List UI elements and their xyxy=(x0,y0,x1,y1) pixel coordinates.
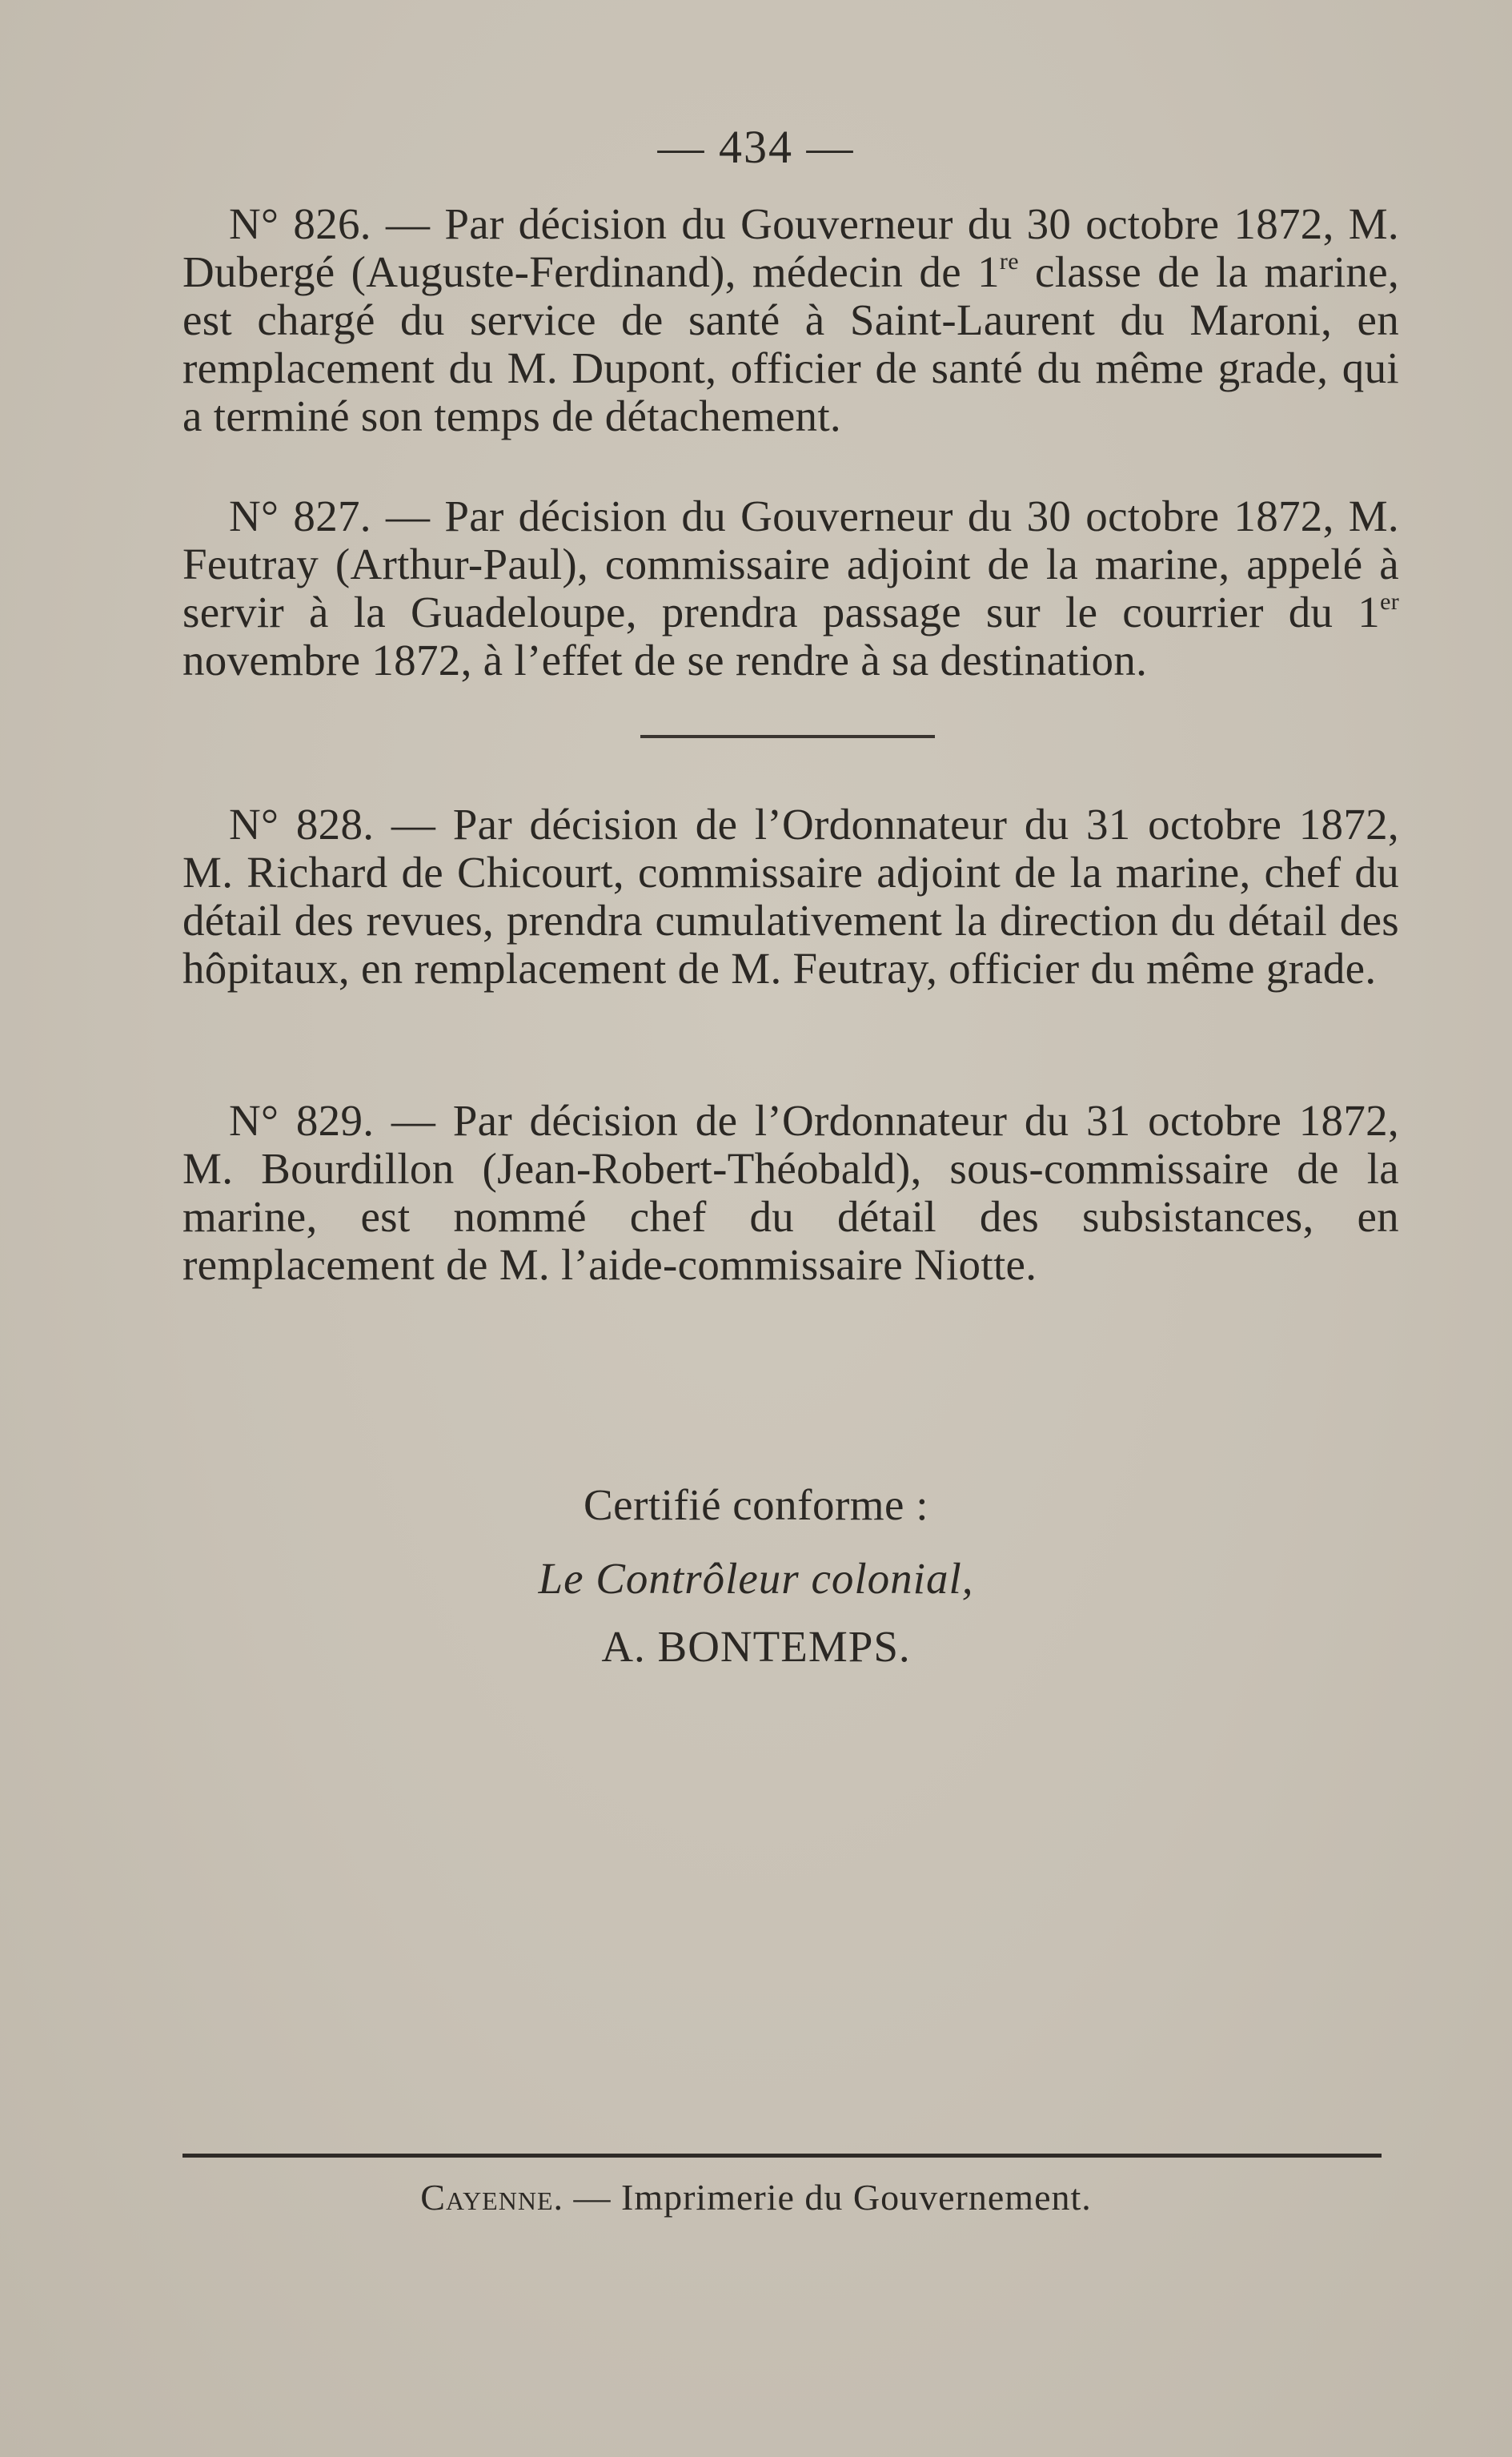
printer-imprint xyxy=(0,2176,1512,2218)
certification-title: Le Contrôleur colonial, xyxy=(538,1554,974,1603)
imprint-printer: — Imprimerie du Gouvernement. xyxy=(563,2177,1092,2218)
entry-text-continued: classe de la marine, est chargé du service de santé à Saint-Laurent du Maroni, en remplacement du M. Dupont, officier de santé du même grade, qui a terminé son temps de détachement. xyxy=(182,247,1399,440)
entry-text: — Par décision de l’Ordonnateur du 31 octobre 1872, M. Richard de Chicourt, commissaire adjoint de la marine, chef du détail des revues, prendra cumulativement la direction du détail des hôpitaux, en remplacement de M. Feutray, officier du même grade. xyxy=(182,800,1399,993)
entry-number: N° 827. xyxy=(229,492,371,540)
entry-text: — Par décision du Gouverneur du 30 octobre 1872, M. Dubergé (Auguste-Ferdinand), médecin de 1 xyxy=(182,199,1399,296)
entry-text-continued: novembre 1872, à l’effet de se rendre à sa destination. xyxy=(182,636,1148,685)
entry-number: N° 828. xyxy=(229,800,375,849)
entry-text: — Par décision de l’Ordonnateur du 31 octobre 1872, M. Bourdillon (Jean-Robert-Théobald), sous-commissaire de la marine, est nommé chef du détail des subsistances, en remplacement de M. l’aide-commissaire Niotte. xyxy=(182,1096,1399,1289)
entry-826 xyxy=(182,200,1399,440)
entry-828 xyxy=(182,801,1399,993)
certification-signatory: A. BONTEMPS. xyxy=(601,1622,911,1671)
entry-superscript: er xyxy=(1380,588,1399,615)
entry-number: N° 826. xyxy=(229,199,371,248)
entry-text: — Par décision du Gouverneur du 30 octobre 1872, M. Feutray (Arthur-Paul), commissaire adjoint de la marine, appelé à servir à la Guadeloupe, prendra passage sur le courrier du 1 xyxy=(182,492,1399,636)
entry-superscript: re xyxy=(999,248,1019,275)
footer-divider xyxy=(182,2154,1382,2158)
entry-number: N° 829. xyxy=(229,1096,375,1145)
certification-heading: Certifié conforme : xyxy=(584,1480,928,1529)
page-number: — 434 — xyxy=(657,121,855,173)
section-divider xyxy=(640,735,935,738)
imprint-place: Cayenne. xyxy=(420,2177,563,2218)
entry-827 xyxy=(182,492,1399,685)
entry-829 xyxy=(182,1097,1399,1289)
